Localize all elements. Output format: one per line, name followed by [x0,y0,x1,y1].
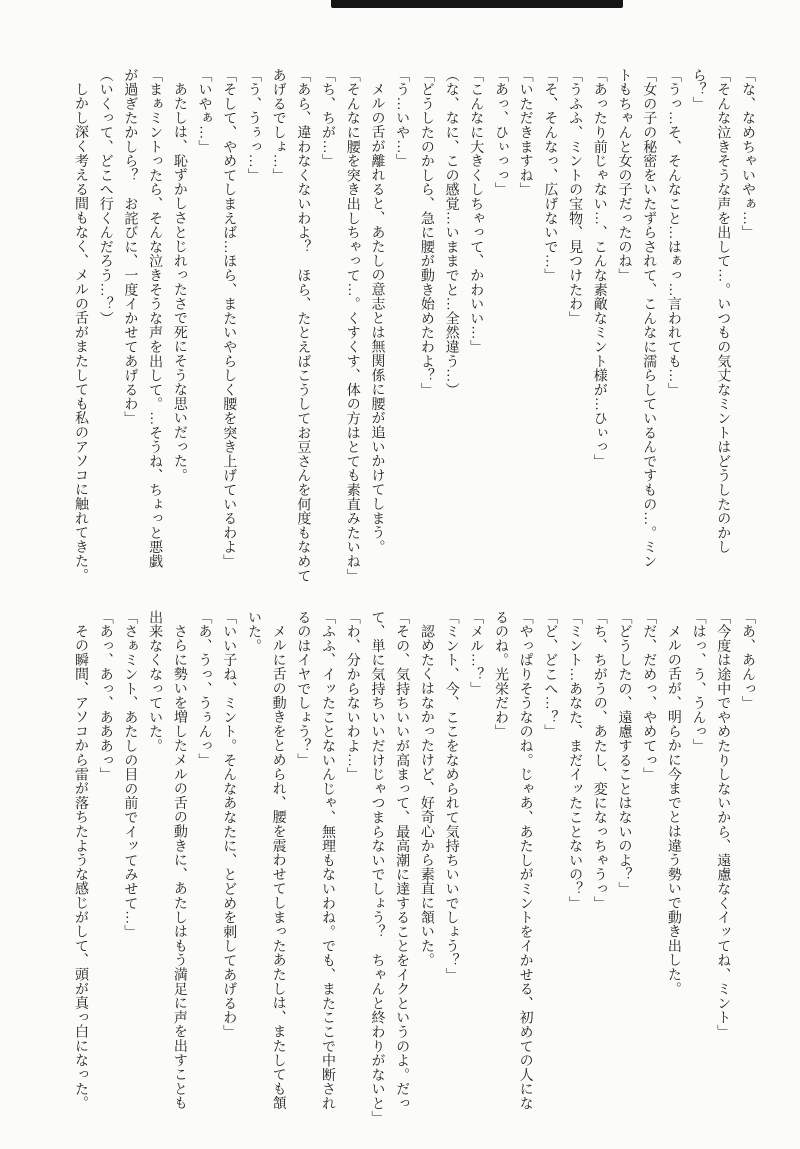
text-column: 「今度は途中でやめたりしないから、遠慮なくイッてね、ミント」 [715,610,731,1039]
text-block-top [67,68,759,592]
text-column: しかし深く考える間もなく、メルの舌がまたしても私のアソコに触れてきた。 [73,82,89,583]
text-column: トもちゃんと女の子だったのね」 [616,68,632,283]
text-column: 「ち、ちがうの、あたし、変になっちゃうっ」 [591,610,607,911]
text-column: 「あ、うっ、うぅんっ」 [196,610,212,768]
text-column: 「さぁミント、あたしの目の前でイッてみせて…」 [122,610,138,939]
text-column: 「そんなに腰を突き出しちゃって…。くすくす、体の方はとても素直みたいね」 [344,68,360,583]
text-column: 「はっ、う、うんっ」 [690,610,706,753]
text-column: メルに舌の動きをとめられ、腰を震わせてしまったあたしは、またしても頷 [270,624,286,1111]
text-column: 「まぁミントったら、そんな泣きそうな声を出して。…そうね、ちょっと悪戯 [147,68,163,569]
text-column: あげるでしょ…」 [270,68,286,183]
text-column: るのはイヤでしょう？」 [295,610,311,768]
text-column: 「うっ…そ、そんなこと…はぁっ…言われても…」 [665,68,681,397]
text-column: 「いただきますね」 [517,68,533,197]
text-column: 「あっ、ひぃっっ」 [492,68,508,197]
text-column: 「そ、そんなっ、広げないで…」 [542,68,558,283]
text-column: るのね。光栄だわ」 [492,610,508,739]
text-column: 「ミント、今、ここをなめられて気持ちいいでしょう？」 [443,610,459,982]
text-column: 「あっ、あっ、あああっ」 [97,610,113,782]
text-column: 「あったり前じゃない…、こんな素敵なミント様が…ひぃっ」 [591,68,607,469]
text-column: いた。 [245,610,261,653]
text-column: て、単に気持ちいいだけじゃつまらないでしょう？ ちゃんと終わりがないと」 [369,610,385,1125]
text-column: （いくって、どこへ行くんだろう…？） [97,68,113,326]
text-column: （な、なに、この感覚…いままでと…全然違う…） [443,68,459,397]
text-column: 「う、うぅっ…」 [245,68,261,183]
text-column: 「あら、違わなくないわよ？ ほら、たとえばこうしてお豆さんを何度もなめて [295,68,311,583]
text-column: 「女の子の秘密をいたずらされて、こんなに濡らしているんですもの…。ミン [641,68,657,569]
text-column: 出来なくなっていた。 [147,610,163,753]
text-column: 「どうしたの、遠慮することはないのよ？」 [616,610,632,896]
text-column: 「その、気持ちいいが高まって、最高潮に達することをイクというのよ。だっ [394,610,410,1111]
text-column: が過ぎたかしら？ お詫びに、一度イかせてあげるわ」 [122,68,138,426]
text-block-bottom [67,610,759,1134]
text-column: 「やっぱりそうなのね。じゃあ、あたしがミントをイかせる、初めての人にな [517,610,533,1111]
text-column: 「う…いや…」 [394,68,410,169]
text-column: 認めたくはなかったけど、好奇心から素直に頷いた。 [418,624,434,968]
text-column: ら？」 [690,68,706,111]
text-column: 「ふふ、イッたことないんじゃ、無理もないわね。でも、またここで中断され [320,610,336,1111]
scan-edge-artifact [331,0,623,8]
text-column: 「そんな泣きそうな声を出して…。いつもの気丈なミントはどうしたのかし [715,68,731,555]
text-column: 「そして、やめてしまえば…ほら、またいやらしく腰を突き上げているわよ」 [221,68,237,569]
text-column: メルの舌が、明らかに今までとは違う勢いで動き出した。 [665,624,681,997]
text-column: メルの舌が離れると、あたしの意志とは無関係に腰が追いかけてしまう。 [369,82,385,555]
text-column: その瞬間、アソコから雷が落ちたような感じがして、頭が真っ白になった。 [73,624,89,1111]
text-column: 「どうしたのかしら、急に腰が動き始めたわよ？」 [418,68,434,397]
text-column: 「メル…？」 [468,610,484,696]
text-column: 「いい子ね、ミント。そんなあなたに、とどめを刺してあげるわ」 [221,610,237,1039]
text-column: 「いやぁ…」 [196,68,212,154]
text-column: 「ど、どこへ…？」 [542,610,558,739]
text-column: さらに勢いを増したメルの舌の動きに、あたしはもう満足に声を出すことも [171,624,187,1111]
text-column: 「だ、だめっ、やめてっ」 [641,610,657,782]
text-column: あたしは、恥ずかしさとじれったさで死にそうな思いだった。 [171,82,187,483]
text-column: 「わ、分からないわよ…」 [344,610,360,782]
text-column: 「あ、あんっ」 [740,610,755,711]
text-column: 「うふふ、ミントの宝物、見つけたわ」 [567,68,583,326]
text-column: 「な、なめちゃいやぁ…」 [740,68,755,240]
text-column: 「ミント…あなた、まだイッたことないの？」 [567,610,583,911]
text-column: 「こんなに大きくしちゃって、かわいい…」 [468,68,484,354]
text-column: 「ち、ちが…」 [320,68,336,169]
